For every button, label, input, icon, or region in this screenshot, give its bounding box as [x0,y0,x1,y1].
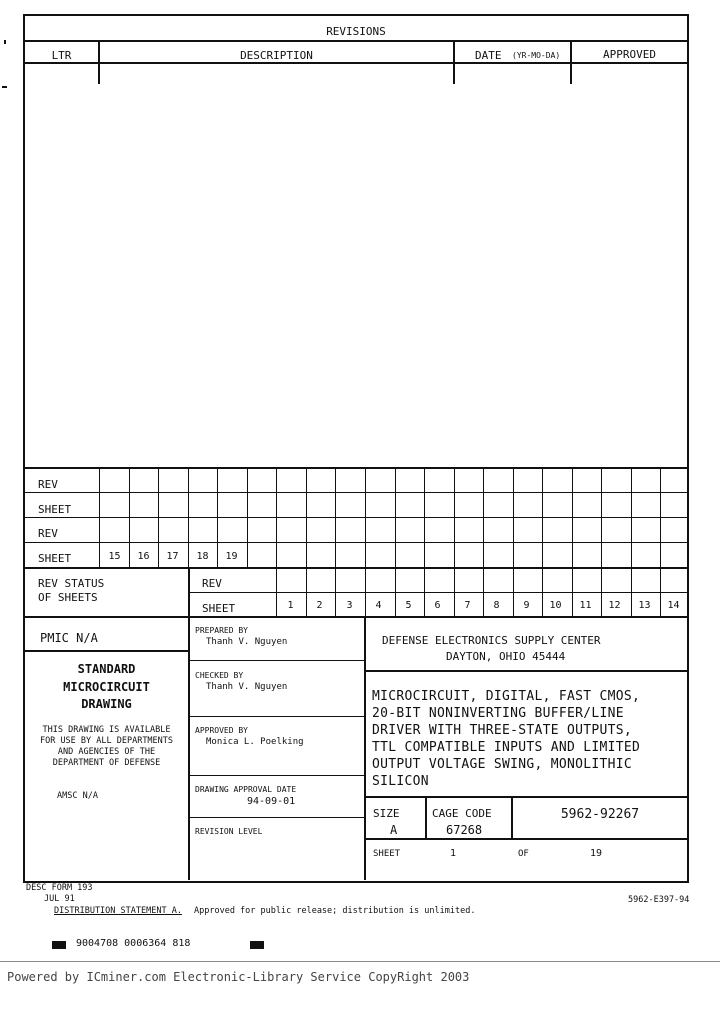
of-sheets-label: OF SHEETS [38,591,98,604]
grid-divider [660,468,661,568]
lower-sheet-number: 5 [405,600,412,611]
upper-rev-label-2: REV [38,527,58,540]
divider [190,817,364,818]
divider [366,670,687,672]
approval-date-label: DRAWING APPROVAL DATE [195,785,297,794]
divider [570,40,572,84]
standard-title-1: STANDARD [77,662,136,676]
prepared-by-value: Thanh V. Nguyen [206,637,288,647]
upper-sheet-number: 15 [108,551,121,562]
size-label: SIZE [373,807,400,820]
cage-code-value: 67268 [446,823,483,837]
lower-rev-label: REV [202,577,222,590]
standard-title-3: DRAWING [81,697,132,711]
distribution-statement-label: DISTRIBUTION STATEMENT A. [54,906,182,916]
drawing-title-line: MICROCIRCUIT, DIGITAL, FAST CMOS, [372,689,641,704]
grid-divider [395,468,396,568]
drawing-title-line: 20-BIT NONINVERTING BUFFER/LINE [372,706,624,721]
divider [25,517,687,518]
form-date: JUL 91 [44,894,75,904]
lower-sheet-number: 4 [375,600,382,611]
powered-by-footer: Powered by ICminer.com Electronic-Library Service CopyRight 2003 [7,970,470,984]
grid-divider [424,468,425,568]
grid-divider [601,468,602,568]
grid-divider [513,468,514,568]
barcode-mark-right [250,941,264,949]
standard-title-2: MICROCIRCUIT [63,680,150,694]
cage-code-label: CAGE CODE [432,807,492,820]
grid-divider [335,468,336,568]
lower-sheet-number: 2 [316,600,323,611]
document-number: 5962-92267 [560,807,640,822]
pmic-label: PMIC N/A [40,631,98,645]
divider [188,592,687,593]
availability-line: FOR USE BY ALL DEPARTMENTS [39,736,174,746]
divider [25,40,687,42]
divider [364,616,366,880]
document-reference: 5962-E397-94 [628,895,690,905]
column-description: DESCRIPTION [240,49,313,62]
divider [25,616,687,618]
drawing-title-line: OUTPUT VOLTAGE SWING, MONOLITHIC [372,757,633,772]
divider [425,796,427,838]
grid-divider [365,468,366,568]
divider [25,62,687,64]
sheet-number: 1 [450,848,457,859]
agency-location: DAYTON, OHIO 45444 [446,650,566,663]
drawing-title-line: SILICON [372,774,429,789]
divider [190,716,364,717]
upper-sheet-label-2: SHEET [38,552,72,565]
upper-rev-label-1: REV [38,478,58,491]
lower-sheet-number: 3 [346,600,353,611]
drawing-title-line: TTL COMPATIBLE INPUTS AND LIMITED [372,740,641,755]
divider [366,838,687,840]
upper-sheet-number: 19 [225,551,238,562]
form-number: DESC FORM 193 [26,883,93,893]
divider [366,796,687,798]
divider [98,40,100,84]
checked-by-label: CHECKED BY [195,671,244,680]
revision-level-label: REVISION LEVEL [195,827,263,836]
divider [25,650,188,652]
grid-divider [572,468,573,568]
divider [25,567,687,569]
prepared-by-label: PREPARED BY [195,626,248,635]
lower-sheet-label: SHEET [202,602,236,615]
checked-by-value: Thanh V. Nguyen [206,682,288,692]
availability-line: DEPARTMENT OF DEFENSE [52,758,161,768]
lower-sheet-number: 1 [287,600,294,611]
divider [190,775,364,776]
divider [190,660,364,661]
lower-sheet-number: 9 [523,600,530,611]
availability-line: THIS DRAWING IS AVAILABLE [42,725,171,735]
upper-sheet-number: 17 [166,551,179,562]
column-date: DATE [475,49,502,62]
margin-tick [2,86,7,88]
size-value: A [390,823,398,837]
lower-sheet-number: 6 [434,600,441,611]
lower-sheet-number: 13 [638,600,651,611]
grid-divider [247,468,248,568]
lower-sheet-number: 8 [493,600,500,611]
divider [25,542,687,543]
column-date-format: (YR-MO-DA) [512,51,561,60]
of-label: OF [518,849,529,859]
barcode-mark-left [52,941,66,949]
grid-divider [631,468,632,568]
grid-divider [454,468,455,568]
divider [188,616,190,880]
lower-sheet-number: 11 [579,600,592,611]
divider [25,492,687,493]
column-approved: APPROVED [603,48,656,61]
drawing-title-line: DRIVER WITH THREE-STATE OUTPUTS, [372,723,633,738]
approved-by-label: APPROVED BY [195,726,248,735]
margin-tick [4,40,6,44]
amsc-label: AMSC N/A [57,791,98,801]
grid-divider [276,468,277,568]
revisions-title: REVISIONS [326,25,386,38]
divider [0,961,720,962]
lower-sheet-number: 10 [549,600,562,611]
availability-line: AND AGENCIES OF THE [57,747,156,757]
upper-sheet-number: 16 [137,551,150,562]
column-ltr: LTR [51,49,72,62]
divider [25,467,687,469]
lower-sheet-number: 7 [464,600,471,611]
approved-by-value: Monica L. Poelking [206,737,304,747]
upper-sheet-number: 18 [196,551,209,562]
grid-divider [306,468,307,568]
divider [453,40,455,84]
barcode-number: 9004708 0006364 818 [76,938,191,949]
distribution-statement-text: Approved for public release; distribution is unlimited. [194,906,476,916]
upper-sheet-label-1: SHEET [38,503,72,516]
lower-sheet-number: 14 [667,600,680,611]
agency-name: DEFENSE ELECTRONICS SUPPLY CENTER [382,634,601,647]
rev-status-label: REV STATUS [38,577,105,590]
approval-date-value: 94-09-01 [247,796,296,807]
grid-divider [542,468,543,568]
lower-sheet-number: 12 [608,600,621,611]
sheet-total: 19 [590,848,603,859]
sheet-label: SHEET [373,849,401,859]
grid-divider [483,468,484,568]
